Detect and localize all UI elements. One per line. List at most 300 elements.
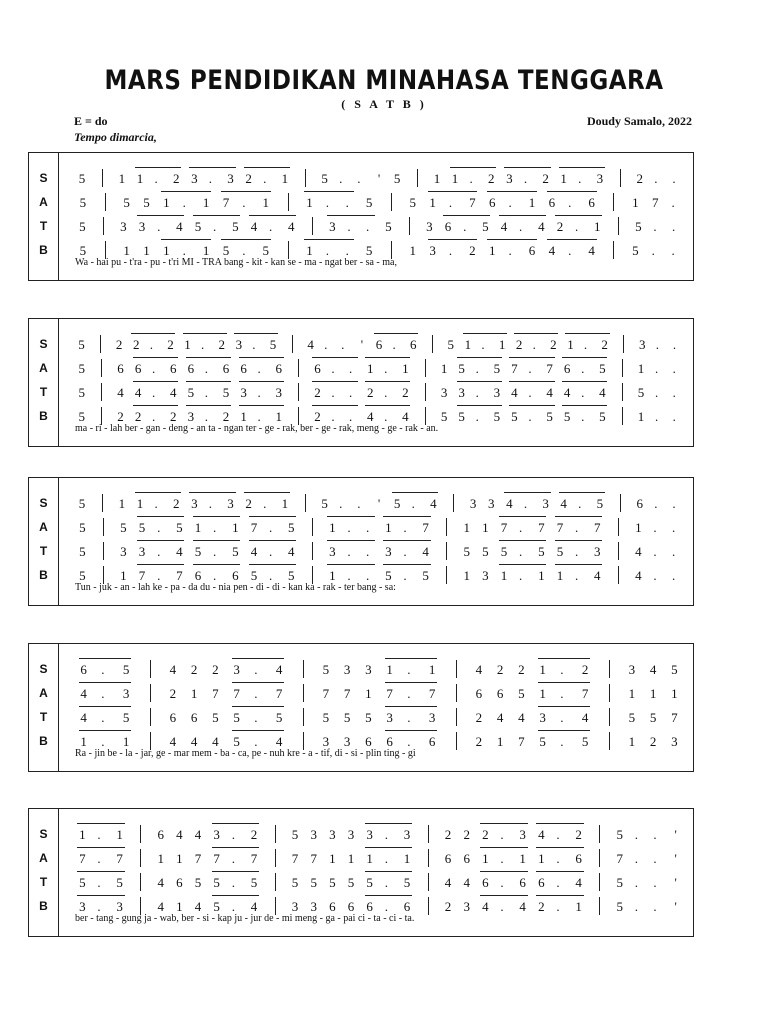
note: ': [674, 827, 677, 842]
note: 5: [463, 544, 470, 559]
beam-line: [249, 564, 296, 565]
note: 1: [482, 851, 489, 866]
note: 7: [222, 195, 230, 210]
sustain-dot: .: [157, 544, 161, 559]
note: 5: [493, 409, 501, 424]
voice-label: A: [39, 520, 48, 534]
note: 6: [329, 899, 336, 914]
bar-line: [103, 217, 104, 235]
note: 5: [194, 219, 202, 234]
note: 3: [191, 496, 198, 511]
note: 6: [428, 734, 436, 749]
note: 6: [444, 219, 452, 234]
note: 2: [475, 710, 483, 725]
note: 5: [143, 195, 150, 210]
beam-line: [193, 215, 240, 216]
note: 3: [366, 827, 373, 842]
note: 5: [213, 875, 220, 890]
sustain-dot: .: [575, 219, 579, 234]
sustain-dot: .: [560, 710, 564, 725]
note: 3: [671, 734, 678, 749]
voice-label: S: [39, 662, 48, 676]
score-system: [28, 318, 694, 447]
beam-line: [547, 191, 597, 192]
beam-line: [234, 333, 278, 334]
notation-row: [73, 167, 689, 191]
sustain-dot: .: [407, 710, 411, 725]
sustain-dot: .: [568, 195, 572, 210]
note: 2: [542, 171, 549, 186]
note: 5: [321, 171, 328, 186]
note: 4: [176, 219, 183, 234]
note: 5: [78, 385, 86, 400]
note: 1: [262, 195, 269, 210]
sustain-dot: .: [672, 568, 676, 583]
note: 1: [190, 686, 198, 701]
note: 3: [187, 409, 195, 424]
sustain-dot: .: [182, 243, 186, 258]
note: 5: [176, 520, 183, 535]
sustain-dot: .: [672, 544, 676, 559]
note: 4: [538, 827, 545, 842]
sustain-dot: .: [384, 385, 388, 400]
sustain-dot: .: [654, 385, 659, 400]
beam-line: [487, 239, 537, 240]
voice-labels: [29, 644, 59, 771]
note: 6: [240, 361, 247, 376]
sustain-dot: .: [653, 219, 657, 234]
beam-line: [392, 492, 438, 493]
sustain-dot: .: [347, 219, 351, 234]
notation-row: [73, 847, 689, 871]
note: 3: [440, 385, 448, 400]
note: 1: [433, 171, 441, 186]
beam-line: [79, 658, 132, 659]
sustain-dot: .: [339, 496, 343, 511]
beam-line: [212, 847, 259, 848]
note: 3: [329, 544, 336, 559]
sustain-dot: .: [269, 219, 273, 234]
beam-line: [221, 239, 271, 240]
beam-line: [463, 333, 507, 334]
note: 2: [218, 337, 225, 352]
note: 1: [628, 734, 636, 749]
sustain-dot: .: [213, 544, 217, 559]
note: 6: [496, 686, 504, 701]
note: 4: [157, 875, 164, 890]
voice-label: S: [39, 171, 48, 185]
note: 5: [250, 568, 258, 583]
sustain-dot: .: [672, 520, 676, 535]
sustain-dot: .: [152, 385, 156, 400]
sustain-dot: .: [500, 827, 504, 842]
voice-label: B: [39, 568, 48, 582]
note: 4: [275, 734, 283, 749]
sustain-dot: .: [672, 409, 676, 424]
note: 5: [493, 361, 501, 376]
note: 5: [671, 662, 678, 677]
bar-line: [275, 873, 276, 891]
note: 1: [232, 520, 239, 535]
note: 4: [588, 243, 595, 258]
sustain-dot: .: [157, 219, 161, 234]
note: 3: [235, 337, 243, 352]
note: 3: [275, 385, 282, 400]
notation-row: [73, 191, 689, 215]
voice-label: S: [39, 496, 48, 510]
beam-line: [555, 540, 602, 541]
beam-line: [499, 215, 546, 216]
sustain-dot: .: [523, 171, 528, 186]
beam-line: [385, 706, 438, 707]
note: 2: [314, 385, 321, 400]
note: 1: [143, 243, 150, 258]
sustain-dot: .: [528, 361, 532, 376]
beam-line: [249, 215, 296, 216]
beam-line: [193, 540, 240, 541]
bar-line: [303, 660, 304, 678]
note: 7: [538, 520, 545, 535]
note: 5: [366, 875, 373, 890]
notation-row: [73, 871, 689, 895]
note: 3: [386, 710, 393, 725]
beam-line: [562, 381, 607, 382]
bar-line: [312, 518, 313, 536]
bar-line: [620, 494, 621, 512]
note: 4: [402, 409, 409, 424]
note: 5: [440, 409, 448, 424]
beam-line: [480, 895, 527, 896]
note: 2: [366, 385, 374, 400]
note: 5: [123, 195, 130, 210]
note: 3: [227, 496, 234, 511]
beam-line: [189, 167, 235, 168]
note: 1: [463, 520, 470, 535]
note: 4: [518, 710, 525, 725]
note: 5: [343, 710, 351, 725]
note: 3: [291, 899, 299, 914]
note: ': [377, 171, 381, 186]
beam-line: [450, 167, 496, 168]
beam-line: [249, 516, 296, 517]
beam-line: [77, 895, 124, 896]
notation-row: [73, 706, 689, 730]
note: 6: [366, 899, 373, 914]
bar-line: [428, 849, 429, 867]
note: 3: [458, 385, 465, 400]
beam-line: [536, 871, 583, 872]
beam-line: [221, 191, 271, 192]
sustain-dot: .: [263, 171, 267, 186]
sustain-dot: .: [97, 827, 101, 842]
beam-line: [327, 564, 374, 565]
note: 3: [385, 544, 392, 559]
sustain-dot: .: [581, 361, 585, 376]
note: 4: [194, 827, 202, 842]
note: 7: [322, 686, 330, 701]
note: 1: [402, 361, 409, 376]
note: 1: [240, 409, 247, 424]
bar-line: [456, 660, 457, 678]
sustain-dot: .: [331, 361, 335, 376]
voice-label: S: [39, 827, 48, 841]
sustain-dot: .: [653, 568, 657, 583]
bar-line: [609, 684, 610, 702]
sustain-dot: .: [500, 851, 504, 866]
beam-line: [509, 357, 554, 358]
note: 6: [169, 710, 177, 725]
beam-line: [189, 492, 235, 493]
note: 4: [80, 686, 87, 701]
note: 1: [464, 337, 472, 352]
note: 4: [519, 899, 526, 914]
song-subtitle: ( S A T B ): [341, 97, 427, 111]
note: 2: [444, 899, 452, 914]
sustain-dot: .: [348, 385, 353, 400]
note: 1: [163, 243, 170, 258]
note: 4: [599, 385, 606, 400]
beam-line: [365, 847, 412, 848]
note: 2: [636, 171, 643, 186]
beam-line: [480, 871, 527, 872]
note: 5: [233, 710, 240, 725]
note: 2: [212, 662, 219, 677]
note: 2: [172, 496, 180, 511]
note: 4: [212, 734, 219, 749]
bar-line: [298, 359, 299, 377]
bar-line: [275, 825, 276, 843]
note: 5: [616, 899, 623, 914]
note: 1: [118, 496, 126, 511]
note: 4: [194, 899, 202, 914]
sustain-dot: .: [208, 496, 213, 511]
sustain-dot: .: [634, 851, 638, 866]
sustain-dot: .: [242, 243, 246, 258]
note: 3: [329, 219, 336, 234]
bar-line: [613, 193, 614, 211]
sustain-dot: .: [508, 243, 512, 258]
note: 1: [157, 851, 164, 866]
note: 1: [538, 568, 545, 583]
note: 3: [482, 568, 489, 583]
beam-line: [559, 492, 605, 493]
sustain-dot: .: [653, 827, 657, 842]
note: 7: [469, 195, 476, 210]
sustain-dot: .: [528, 409, 532, 424]
note: 7: [194, 851, 202, 866]
beam-line: [457, 405, 502, 406]
note: 1: [637, 409, 645, 424]
bar-line: [446, 542, 447, 560]
sustain-dot: .: [347, 568, 351, 583]
note: 3: [493, 385, 501, 400]
bar-line: [150, 708, 151, 726]
note: 5: [232, 544, 239, 559]
note: 5: [365, 710, 372, 725]
note: 4: [444, 875, 452, 890]
sustain-dot: .: [575, 544, 579, 559]
sustain-dot: .: [101, 710, 105, 725]
note: 6: [190, 710, 198, 725]
sustain-dot: .: [654, 361, 659, 376]
note: 1: [428, 662, 436, 677]
note: 4: [176, 544, 183, 559]
bar-line: [312, 217, 313, 235]
sustain-dot: .: [97, 875, 101, 890]
note: 5: [635, 219, 642, 234]
bar-line: [456, 708, 457, 726]
voice-label: B: [39, 243, 48, 257]
note: 1: [365, 686, 372, 701]
note: 4: [288, 219, 295, 234]
sustain-dot: .: [411, 496, 415, 511]
note: 2: [167, 337, 174, 352]
note: 5: [518, 686, 525, 701]
beam-line: [385, 658, 438, 659]
note: 6: [375, 337, 383, 352]
note: 5: [482, 544, 489, 559]
note: 4: [169, 385, 177, 400]
notation-row: [73, 357, 689, 381]
note: 7: [233, 686, 240, 701]
note: 3: [79, 899, 86, 914]
voice-labels: [29, 478, 59, 605]
beam-line: [383, 540, 430, 541]
note: 6: [489, 195, 496, 210]
sustain-dot: .: [407, 662, 411, 677]
sustain-dot: .: [97, 899, 101, 914]
note: 1: [281, 496, 289, 511]
beam-line: [499, 564, 546, 565]
note: 2: [134, 409, 142, 424]
beam-line: [365, 871, 412, 872]
bar-line: [609, 660, 610, 678]
note: 5: [321, 496, 328, 511]
note: 7: [594, 520, 601, 535]
sustain-dot: .: [204, 361, 209, 376]
score-system: [28, 808, 694, 937]
sustain-dot: .: [500, 875, 504, 890]
beam-line: [312, 381, 357, 382]
note: 1: [120, 568, 127, 583]
note: 3: [594, 544, 601, 559]
beam-line: [244, 492, 290, 493]
note: 4: [250, 544, 258, 559]
note: 4: [275, 662, 283, 677]
bar-line: [102, 494, 103, 512]
note: 5: [194, 544, 202, 559]
note: 5: [79, 520, 86, 535]
sustain-dot: .: [475, 361, 479, 376]
note: 1: [118, 171, 126, 186]
note: 1: [306, 243, 313, 258]
sustain-dot: .: [231, 899, 235, 914]
bar-line: [298, 383, 299, 401]
note: 5: [269, 337, 277, 352]
sustain-dot: .: [384, 409, 388, 424]
beam-line: [79, 682, 132, 683]
note: 1: [281, 171, 289, 186]
note: 6: [169, 361, 177, 376]
note: 1: [306, 195, 313, 210]
note: 1: [560, 171, 567, 186]
note: 5: [222, 243, 230, 258]
note: 5: [482, 219, 489, 234]
bar-line: [599, 825, 600, 843]
note: 7: [422, 520, 429, 535]
note: 1: [632, 195, 639, 210]
bar-line: [303, 708, 304, 726]
sustain-dot: .: [331, 409, 335, 424]
beam-line: [183, 333, 227, 334]
note: 4: [80, 710, 87, 725]
note: 3: [138, 544, 146, 559]
note: 1: [80, 734, 87, 749]
beam-line: [312, 405, 357, 406]
sustain-dot: .: [672, 385, 676, 400]
note: 3: [213, 827, 220, 842]
note: 5: [194, 875, 202, 890]
note: 5: [212, 710, 219, 725]
sustain-dot: .: [269, 568, 273, 583]
sustain-dot: .: [97, 851, 101, 866]
voice-label: A: [39, 686, 48, 700]
note: 6: [176, 875, 183, 890]
beam-line: [509, 381, 554, 382]
voice-label: B: [39, 409, 48, 423]
note: 5: [403, 875, 411, 890]
sustain-dot: .: [324, 337, 328, 352]
bar-line: [303, 684, 304, 702]
beam-line: [428, 239, 478, 240]
beam-line: [77, 847, 124, 848]
note: 7: [250, 520, 258, 535]
note: 6: [222, 361, 230, 376]
beam-line: [536, 895, 583, 896]
note: 7: [275, 686, 283, 701]
sustain-dot: .: [257, 361, 261, 376]
sustain-dot: .: [519, 520, 523, 535]
sustain-dot: .: [366, 544, 370, 559]
note: 2: [169, 409, 177, 424]
sustain-dot: .: [575, 520, 579, 535]
notation-row: [73, 381, 689, 405]
note: 4: [560, 496, 567, 511]
sustain-dot: .: [671, 195, 675, 210]
voice-label: A: [39, 195, 48, 209]
bar-line: [618, 217, 619, 235]
sustain-dot: .: [672, 361, 676, 376]
note: 3: [233, 662, 240, 677]
beam-line: [327, 215, 374, 216]
beam-line: [133, 405, 178, 406]
note: 3: [191, 171, 198, 186]
note: 4: [546, 385, 553, 400]
sustain-dot: .: [556, 899, 560, 914]
bar-line: [140, 825, 141, 843]
beam-line: [186, 381, 231, 382]
sustain-dot: .: [671, 243, 675, 258]
note: 5: [291, 875, 299, 890]
sustain-dot: .: [254, 662, 258, 677]
note: 5: [538, 544, 545, 559]
voice-label: T: [39, 219, 48, 233]
note: 4: [288, 544, 295, 559]
voice-label: T: [39, 875, 48, 889]
note: 2: [250, 827, 258, 842]
note: 6: [275, 361, 282, 376]
note: 6: [519, 875, 526, 890]
